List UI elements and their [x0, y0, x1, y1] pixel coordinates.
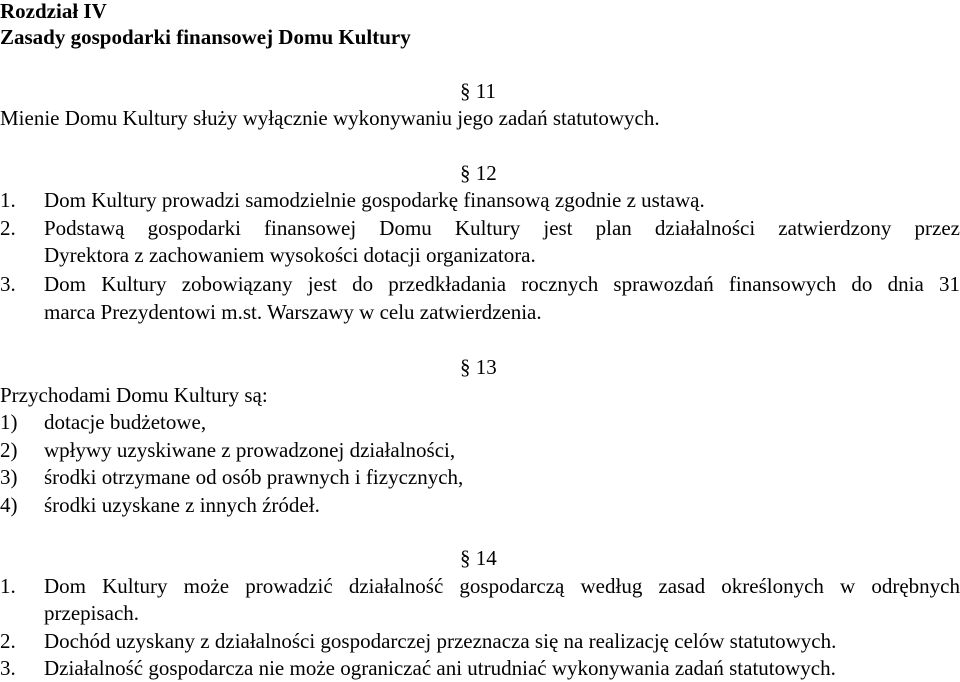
item-number: 2. [0, 216, 16, 240]
item-text: Dom Kultury prowadzi samodzielnie gospodarkę finansową zgodnie z ustawą. [44, 188, 705, 212]
section-11-text: Mienie Domu Kultury służy wyłącznie wykonywaniu jego zadań statutowych. [0, 106, 660, 130]
section-mark-12: § 12 [460, 161, 497, 185]
section-12-item-1 [0, 186, 960, 214]
item-text: Dom Kultury może prowadzić działalność gospodarczą według zasad określonych w odrębnych [44, 574, 960, 598]
section-12-item-2-continuation: Dyrektora z zachowaniem wysokości dotacji organizatora. [44, 243, 536, 267]
item-text: wpływy uzyskiwane z prowadzonej działalności, [44, 438, 456, 462]
item-number: 3. [0, 656, 16, 680]
section-12-item-3 [0, 270, 960, 298]
item-number: 4) [0, 493, 18, 517]
section-13-item-4 [0, 491, 960, 519]
section-mark-11: § 11 [460, 79, 496, 103]
section-13-item-3 [0, 463, 960, 491]
section-14-item-3 [0, 654, 960, 682]
item-text: Działalność gospodarcza nie może ograniczać ani utrudniać wykonywania zadań statutowych. [44, 656, 836, 680]
section-12-item-3-continuation: marca Prezydentowi m.st. Warszawy w celu zatwierdzenia. [44, 300, 542, 324]
section-14-item-1-continuation: przepisach. [44, 601, 140, 625]
item-text: dotacje budżetowe, [44, 410, 207, 434]
item-text: Dom Kultury zobowiązany jest do przedkładania rocznych sprawozdań finansowych do dnia 31 [44, 272, 960, 296]
chapter-number: Rozdział IV [0, 0, 107, 23]
item-text: środki otrzymane od osób prawnych i fizycznych, [44, 465, 464, 489]
section-13-item-1 [0, 408, 960, 436]
item-number: 1) [0, 410, 18, 434]
item-number: 2. [0, 629, 16, 653]
section-14-item-1 [0, 572, 960, 600]
item-number: 1. [0, 188, 16, 212]
item-text: środki uzyskane z innych źródeł. [44, 493, 320, 517]
section-12-item-2 [0, 214, 960, 242]
section-13-intro: Przychodami Domu Kultury są: [0, 383, 268, 407]
item-text: Podstawą gospodarki finansowej Domu Kultury jest plan działalności zatwierdzony przez [44, 216, 960, 240]
section-14-item-2 [0, 627, 960, 655]
chapter-title: Zasady gospodarki finansowej Domu Kultury [0, 25, 411, 49]
item-number: 1. [0, 574, 16, 598]
item-number: 2) [0, 438, 18, 462]
item-text: Dochód uzyskany z działalności gospodarczej przeznacza się na realizację celów statutowych. [44, 629, 837, 653]
section-13-item-2 [0, 436, 960, 464]
item-number: 3. [0, 272, 16, 296]
item-number: 3) [0, 465, 18, 489]
section-mark-14: § 14 [460, 546, 497, 570]
section-mark-13: § 13 [460, 355, 497, 379]
